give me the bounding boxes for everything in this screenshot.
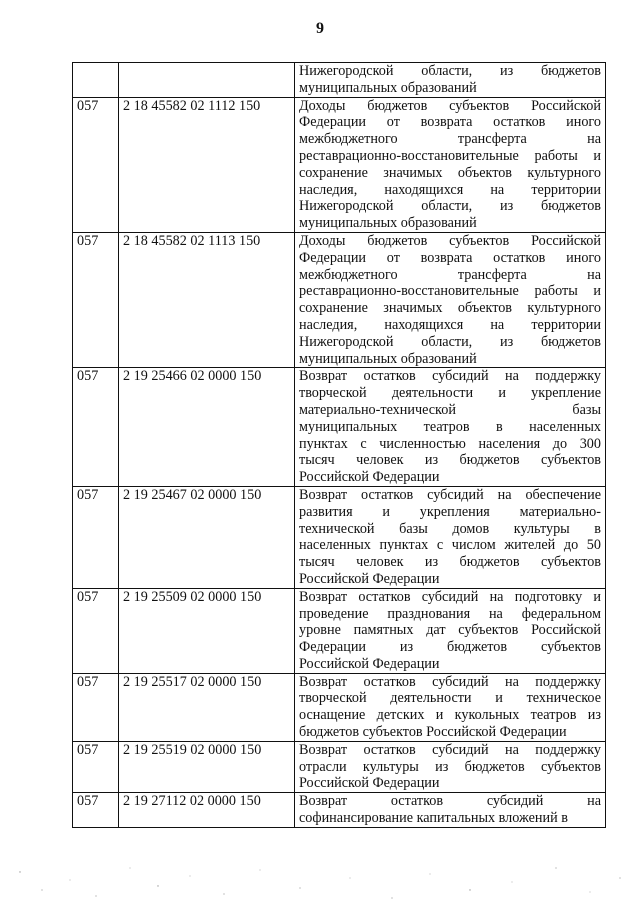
income-name-line: реставрационно-восстановительные работы и — [299, 147, 601, 164]
budget-code-cell: 2 19 25517 02 0000 150 — [119, 673, 295, 741]
admin-code-cell — [73, 63, 119, 98]
budget-code-cell: 2 19 25509 02 0000 150 — [119, 588, 295, 673]
income-name-line: муниципальных образований — [299, 79, 477, 96]
income-name-line: межбюджетного трансферта на — [299, 266, 601, 283]
income-name-cell — [295, 793, 606, 828]
income-name-line: бюджетов субъектов Российской Федерации — [299, 724, 567, 741]
income-name-cell — [295, 741, 606, 792]
budget-code-cell: 2 19 25466 02 0000 150 — [119, 368, 295, 487]
budget-code-cell: 2 19 25467 02 0000 150 — [119, 486, 295, 588]
income-name-line: тысяч человек из бюджетов субъектов — [299, 452, 601, 469]
income-name-line: Российской Федерации — [299, 775, 440, 792]
admin-code-cell: 057 — [73, 588, 119, 673]
income-name-line: реставрационно-восстановительные работы и — [299, 283, 601, 300]
table-row — [73, 741, 606, 792]
table-row — [73, 673, 606, 741]
budget-code-cell: 2 19 25519 02 0000 150 — [119, 741, 295, 792]
income-name-line: Российской Федерации — [299, 469, 440, 486]
table-row — [73, 368, 606, 487]
budget-code-cell: 2 18 45582 02 1113 150 — [119, 232, 295, 367]
income-name-line: Возврат остатков субсидий на подготовку и — [299, 588, 601, 605]
income-name-line: Нижегородской области, из бюджетов — [299, 198, 601, 215]
table-row — [73, 63, 606, 98]
admin-code-cell: 057 — [73, 97, 119, 232]
income-name-line: Возврат остатков субсидий на поддержку — [299, 368, 601, 385]
budget-code-cell: 2 18 45582 02 1112 150 — [119, 97, 295, 232]
table-row — [73, 232, 606, 367]
admin-code-cell: 057 — [73, 368, 119, 487]
table-row — [73, 486, 606, 588]
income-name-line: Федерации из бюджетов субъектов — [299, 639, 601, 656]
table-row — [73, 97, 606, 232]
admin-code-cell: 057 — [73, 793, 119, 828]
admin-code-cell: 057 — [73, 673, 119, 741]
income-name-cell — [295, 63, 606, 98]
income-name-line: Федерации от возврата остатков иного — [299, 249, 601, 266]
budget-code-cell: 2 19 27112 02 0000 150 — [119, 793, 295, 828]
income-name-line: Российской Федерации — [299, 570, 440, 587]
income-name-line: муниципальных образований — [299, 350, 477, 367]
admin-code-cell: 057 — [73, 232, 119, 367]
income-name-line: отрасли культуры из бюджетов субъектов — [299, 758, 601, 775]
income-name-line: уровне памятных дат субъектов Российской — [299, 622, 601, 639]
admin-code-cell: 057 — [73, 486, 119, 588]
income-name-line: муниципальных театров в населенных — [299, 418, 601, 435]
income-name-cell — [295, 486, 606, 588]
budget-classification-table — [72, 62, 606, 828]
income-name-line: межбюджетного трансферта на — [299, 131, 601, 148]
income-name-line: Доходы бюджетов субъектов Российской — [299, 232, 601, 249]
income-name-cell — [295, 97, 606, 232]
income-name-line: материально-технической базы — [299, 401, 601, 418]
income-name-line: творческой деятельности и укрепление — [299, 385, 601, 402]
income-name-cell — [295, 673, 606, 741]
income-name-line: населенных пунктах с числом жителей до 50 — [299, 537, 601, 554]
income-name-line: технической базы домов культуры в — [299, 520, 601, 537]
income-name-line: проведение празднования на федеральном — [299, 605, 601, 622]
income-name-line: Российской Федерации — [299, 655, 440, 672]
income-name-line: Возврат остатков субсидий на поддержку — [299, 741, 601, 758]
income-name-line: оснащение детских и кукольных театров из — [299, 707, 601, 724]
admin-code-cell: 057 — [73, 741, 119, 792]
income-name-cell — [295, 232, 606, 367]
income-name-line: сохранение значимых объектов культурного — [299, 300, 601, 317]
income-name-cell — [295, 588, 606, 673]
income-name-line: Возврат остатков субсидий на поддержку — [299, 673, 601, 690]
income-name-cell — [295, 368, 606, 487]
page-number: 9 — [316, 20, 324, 37]
income-name-line: Нижегородской области, из бюджетов — [299, 63, 601, 79]
scan-noise-decoration — [0, 860, 640, 905]
income-name-line: Доходы бюджетов субъектов Российской — [299, 97, 601, 114]
table-body — [73, 63, 606, 828]
income-name-line: наследия, находящихся на территории — [299, 316, 601, 333]
income-name-line: Возврат остатков субсидий на — [299, 793, 601, 810]
income-name-line: пунктах с численностью населения до 300 — [299, 435, 601, 452]
income-name-line: наследия, находящихся на территории — [299, 181, 601, 198]
income-name-line: софинансирование капитальных вложений в — [299, 810, 568, 827]
income-name-line: сохранение значимых объектов культурного — [299, 164, 601, 181]
table-row — [73, 588, 606, 673]
income-name-line: творческой деятельности и техническое — [299, 690, 601, 707]
income-name-line: Федерации от возврата остатков иного — [299, 114, 601, 131]
income-name-line: Возврат остатков субсидий на обеспечение — [299, 486, 601, 503]
income-name-line: развития и укрепления материально- — [299, 503, 601, 520]
income-name-line: Нижегородской области, из бюджетов — [299, 333, 601, 350]
income-name-line: тысяч человек из бюджетов субъектов — [299, 554, 601, 571]
income-name-line: муниципальных образований — [299, 215, 477, 232]
table-row — [73, 793, 606, 828]
budget-code-cell — [119, 63, 295, 98]
